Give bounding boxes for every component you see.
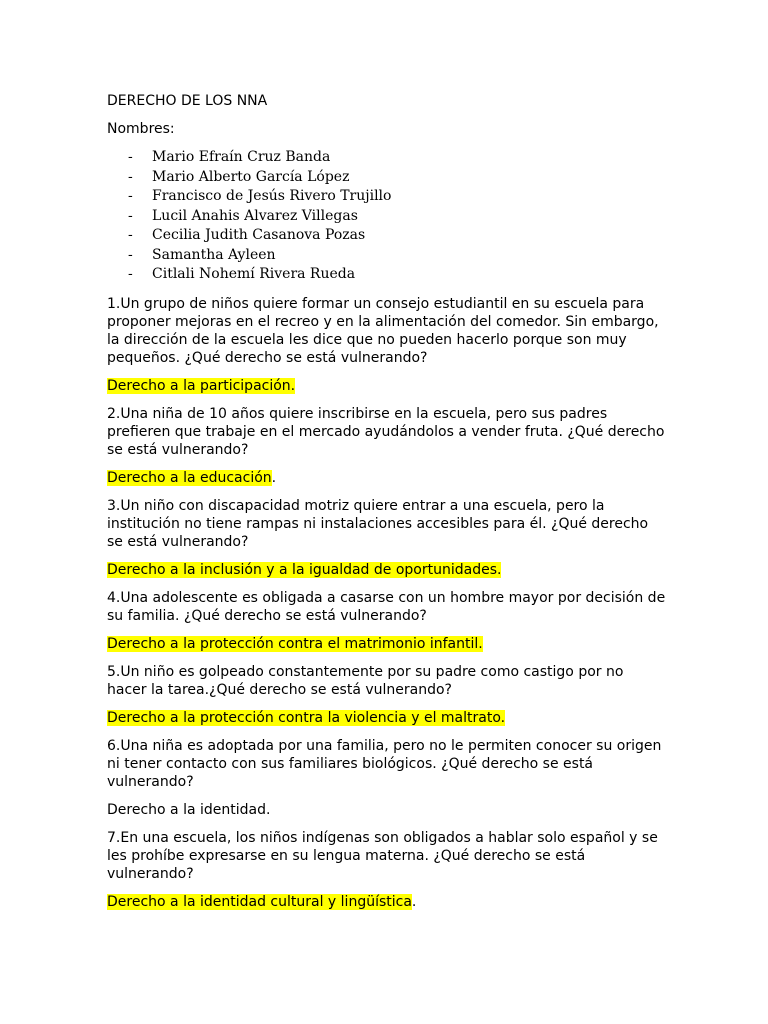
- question-1: 1.Un grupo de niños quiere formar un consejo estudiantil en su escuela para proponer mejoras en el recreo y en la alimentación del comedor. Sin embargo, la dirección de la escuela les dice que no pueden hacerlo porque son muy pequeños. ¿Qué derecho se está vulnerando?: [107, 295, 659, 366]
- name-text: Mario Efraín Cruz Banda: [152, 149, 331, 165]
- answer-2: [107, 469, 667, 487]
- name-text: Samantha Ayleen: [152, 246, 276, 263]
- answer-1: [107, 377, 667, 395]
- answer-text: Derecho a la inclusión y a la igualdad de oportunidades.: [107, 561, 502, 578]
- document-title: DERECHO DE LOS NNA: [107, 93, 268, 109]
- list-item: [107, 168, 667, 188]
- answer-text: Derecho a la protección contra el matrimonio infantil.: [107, 635, 483, 652]
- list-dash: -: [128, 266, 133, 282]
- question-7: 7.En una escuela, los niños indígenas son obligados a hablar solo español y se les prohíbe expresarse en su lengua materna. ¿Qué derecho se está vulnerando?: [107, 829, 658, 882]
- list-item: [107, 226, 667, 246]
- answer-text: Derecho a la participación.: [107, 377, 296, 394]
- list-item: [107, 187, 667, 207]
- answer-text: Derecho a la protección contra la violencia y el maltrato.: [107, 709, 506, 726]
- list-dash: -: [128, 246, 133, 263]
- answer-text: Derecho a la identidad.: [107, 801, 271, 818]
- answer-3: [107, 561, 667, 579]
- name-text: Mario Alberto García López: [152, 168, 350, 185]
- answer-text: Derecho a la educación: [107, 469, 272, 486]
- list-item: [107, 265, 667, 285]
- answer-suffix: .: [411, 893, 417, 910]
- names-list: [107, 148, 667, 285]
- answer-4: [107, 635, 667, 653]
- question-3: 3.Un niño con discapacidad motriz quiere entrar a una escuela, pero la institución no tiene rampas ni instalaciones accesibles para él. ¿Qué derecho se está vulnerando?: [107, 497, 649, 550]
- name-text: Francisco de Jesús Rivero Trujillo: [152, 188, 392, 204]
- list-item: [107, 246, 667, 266]
- answer-5: [107, 709, 667, 727]
- name-text: Lucil Anahis Alvarez Villegas: [152, 207, 358, 224]
- answer-text: Derecho a la identidad cultural y lingüística: [107, 893, 412, 910]
- list-dash: -: [128, 227, 133, 243]
- name-text: Cecilia Judith Casanova Pozas: [152, 227, 366, 243]
- question-6: 6.Una niña es adoptada por una familia, pero no le permiten conocer su origen ni tener contacto con sus familiares biológicos. ¿Qué derecho se está vulnerando?: [107, 737, 662, 790]
- answer-suffix: .: [271, 469, 277, 486]
- document-body: [107, 92, 667, 921]
- list-item: [107, 148, 667, 168]
- name-text: Citlali Nohemí Rivera Rueda: [152, 266, 356, 282]
- names-label: Nombres:: [107, 121, 175, 137]
- question-2: 2.Una niña de 10 años quiere inscribirse en la escuela, pero sus padres prefieren que trabaje en el mercado ayudándolos a vender fruta. ¿Qué derecho se está vulnerando?: [107, 405, 665, 458]
- answer-7: [107, 893, 667, 911]
- answer-6: [107, 801, 667, 819]
- question-5: 5.Un niño es golpeado constantemente por su padre como castigo por no hacer la tarea.¿Qué derecho se está vulnerando?: [107, 663, 624, 698]
- list-item: [107, 207, 667, 227]
- list-dash: -: [128, 188, 133, 204]
- list-dash: -: [128, 149, 133, 165]
- list-dash: -: [128, 168, 133, 185]
- question-4: 4.Una adolescente es obligada a casarse con un hombre mayor por decisión de su familia. ¿Qué derecho se está vulnerando?: [107, 589, 666, 624]
- list-dash: -: [128, 207, 133, 224]
